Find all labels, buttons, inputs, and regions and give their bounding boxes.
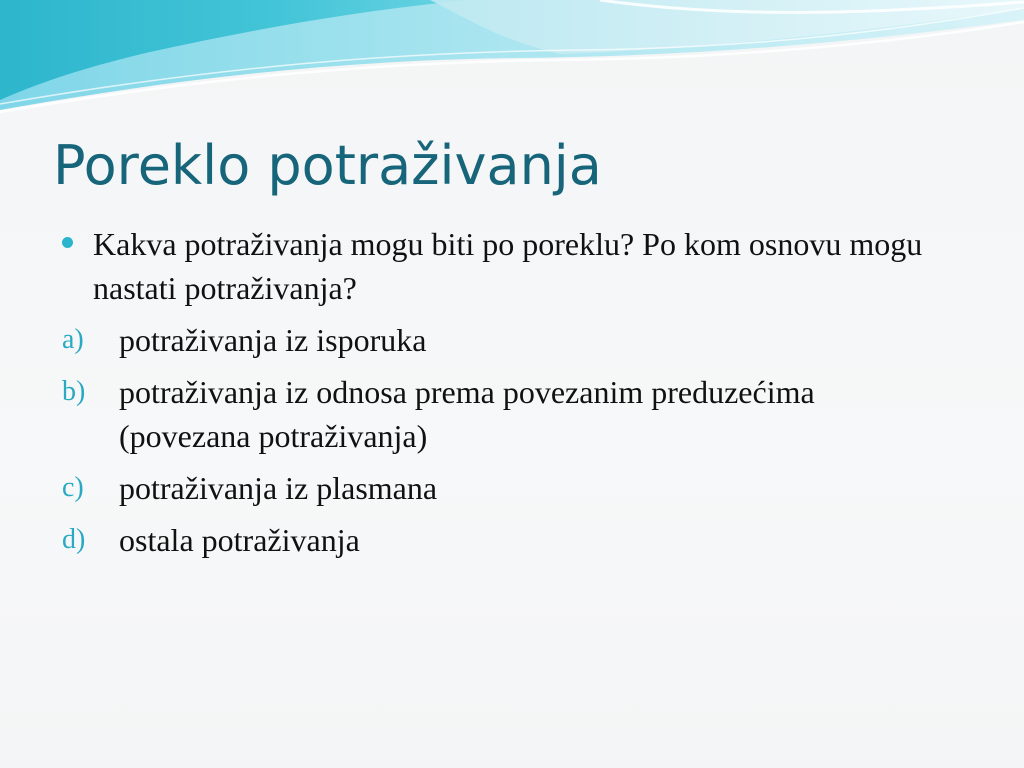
- list-marker: b): [62, 376, 86, 407]
- list-item-text: potraživanja iz isporuka: [119, 322, 427, 358]
- slide-title: Poreklo potraživanja: [53, 134, 602, 197]
- list-marker: d): [62, 524, 86, 555]
- bullet-text: Kakva potraživanja mogu biti po poreklu? Po kom osnovu mogu nastati potraživanja?: [93, 226, 923, 306]
- list-item-c: [62, 466, 962, 510]
- list-item-text: potraživanja iz odnosa prema povezanim preduzećima (povezana potraživanja): [119, 374, 815, 454]
- list-marker: c): [62, 472, 84, 503]
- list-item-a: [62, 318, 962, 362]
- list-item-b: [62, 370, 962, 458]
- list-item-text: potraživanja iz plasmana: [119, 470, 438, 506]
- bullet-dot-icon: [62, 237, 73, 248]
- list-marker: a): [62, 324, 84, 355]
- decorative-wave-header: [0, 0, 1024, 120]
- list-item-text: ostala potraživanja: [119, 522, 360, 558]
- bullet-item: [62, 222, 962, 310]
- slide-content: [62, 222, 962, 562]
- list-item-d: [62, 518, 962, 562]
